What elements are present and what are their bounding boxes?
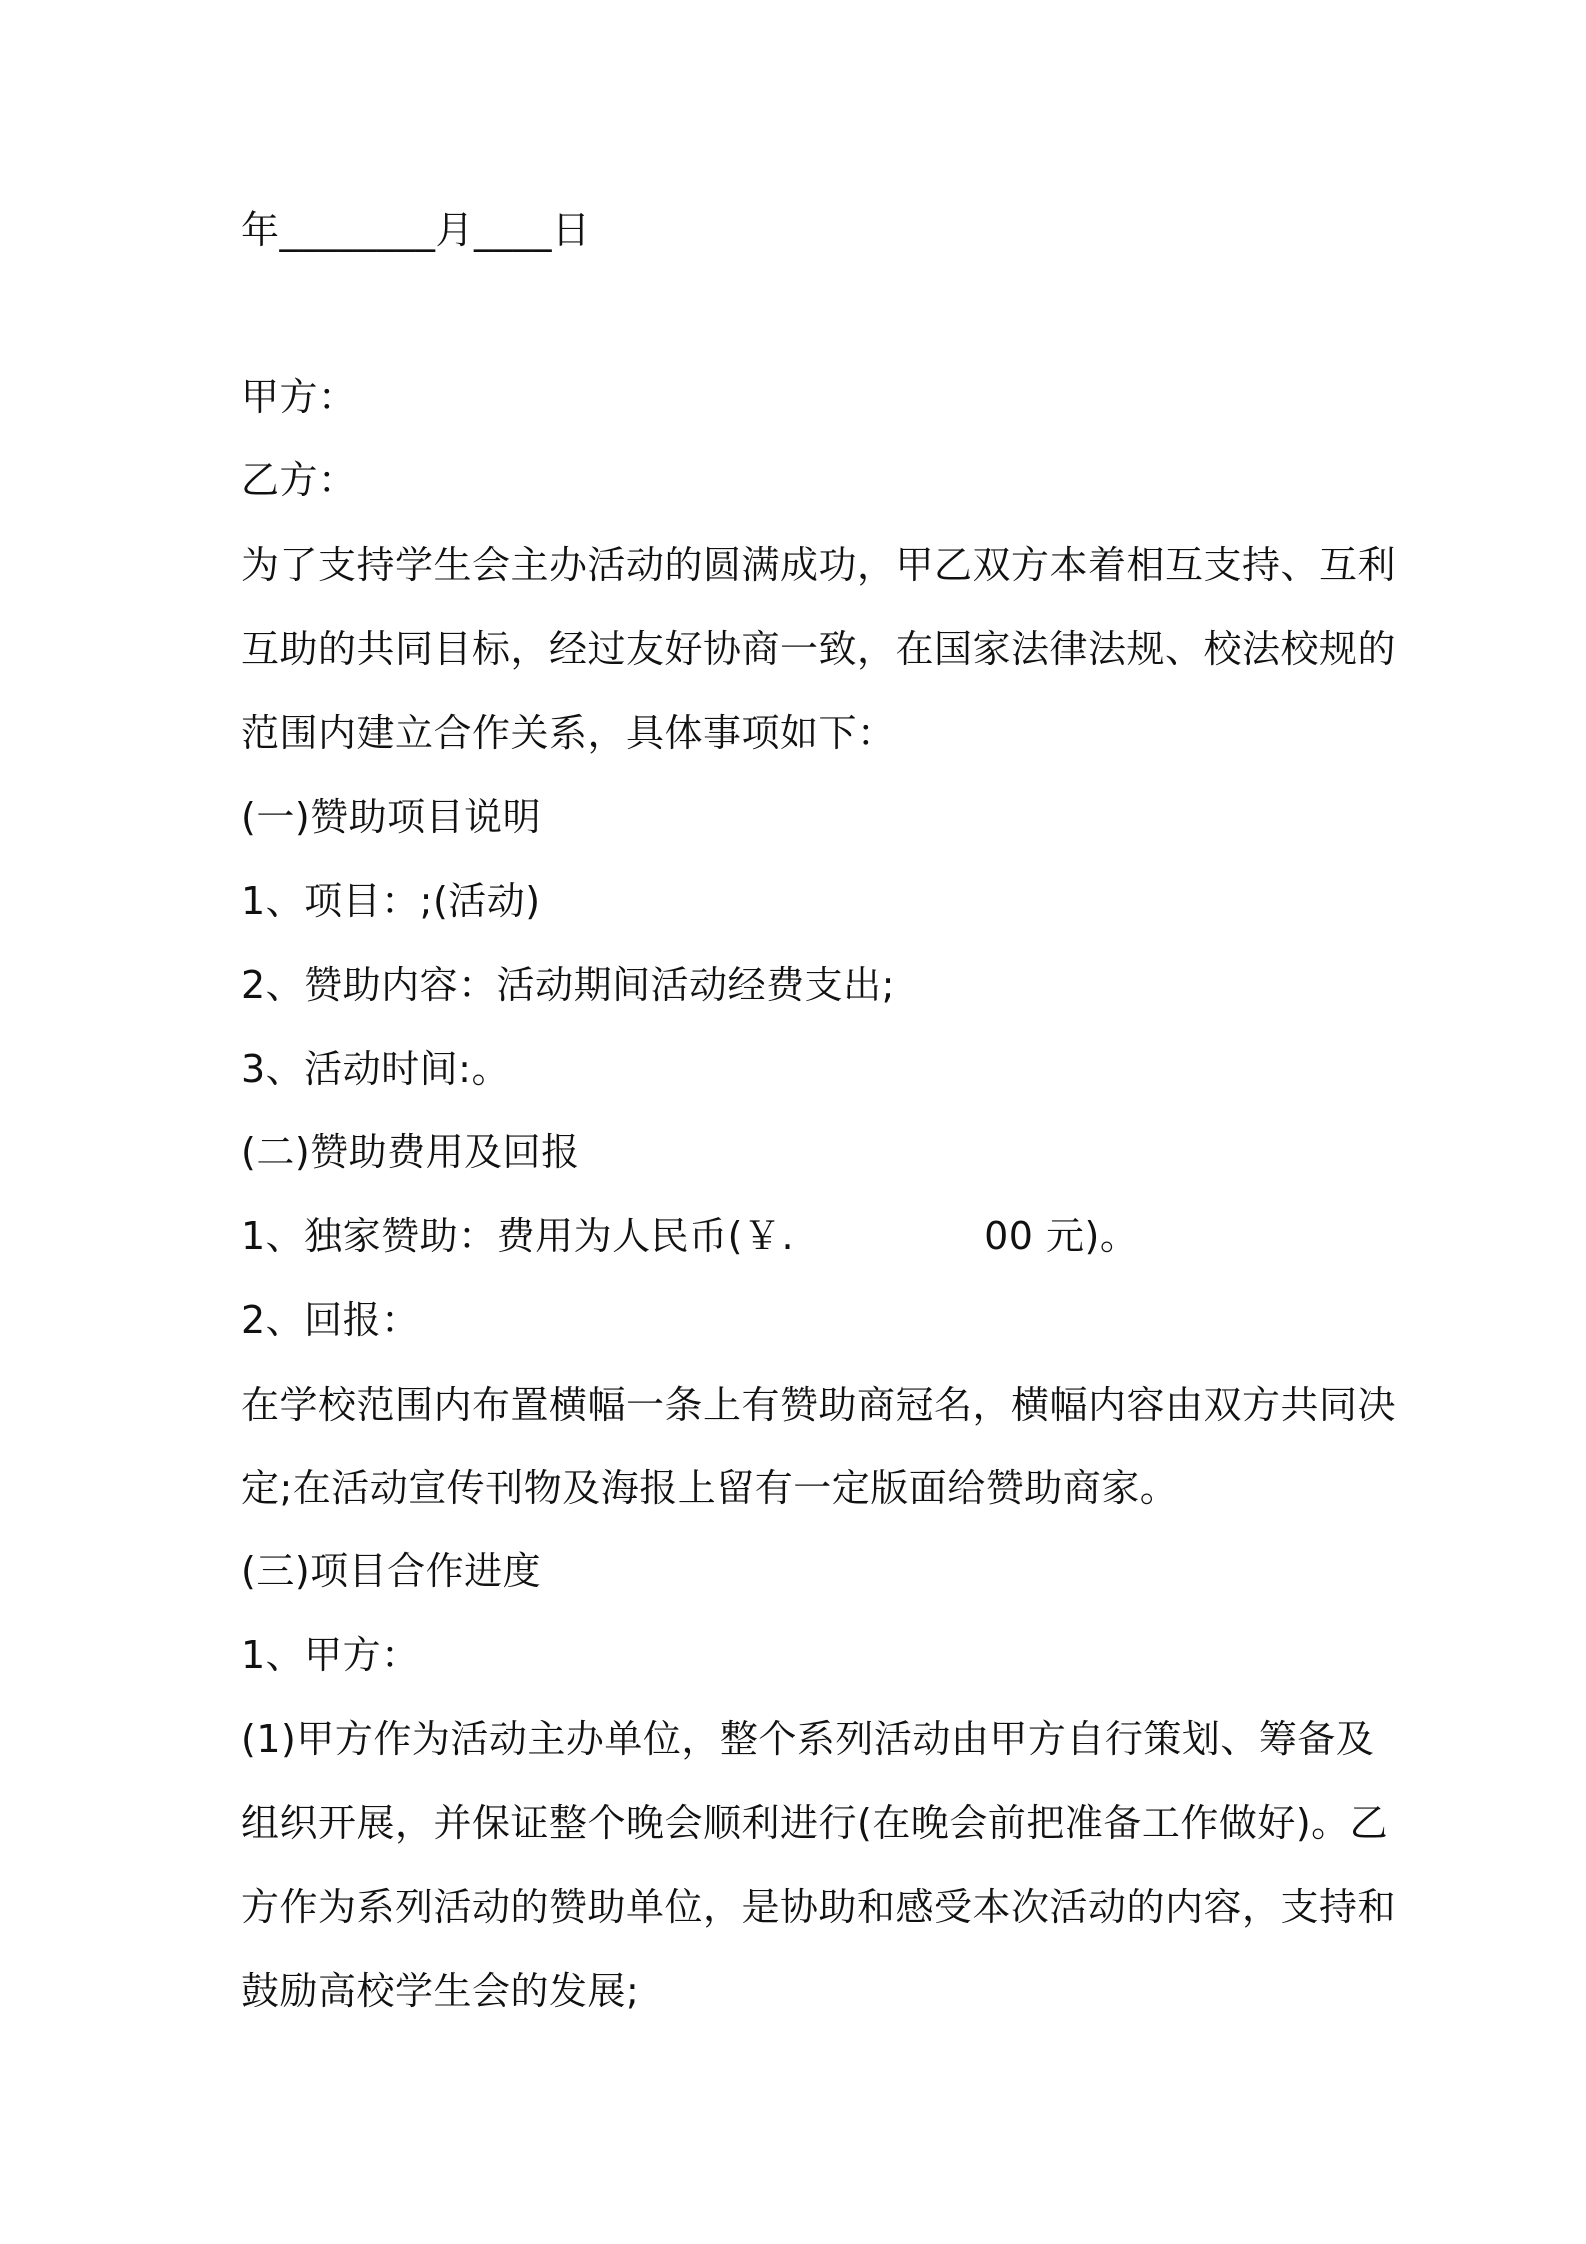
fee-suffix: 00 元)。 — [984, 1214, 1139, 1258]
party-a-label: 甲方： — [241, 375, 357, 419]
intro-line-3: 范围内建立合作关系，具体事项如下： — [241, 711, 896, 755]
section2-heading: (二)赞助费用及回报 — [241, 1130, 580, 1174]
return-text-line-2: 定;在活动宣传刊物及海报上留有一定版面给赞助商家。 — [241, 1466, 1179, 1510]
date-line: 年________月____日 — [241, 208, 591, 252]
section1-item-1: 1、项目：;(活动) — [241, 879, 541, 923]
section3-text-line-4: 鼓励高校学生会的发展; — [241, 1969, 640, 2013]
section1-item-3: 3、活动时间:。 — [241, 1047, 510, 1091]
return-text-line-1: 在学校范围内布置横幅一条上有赞助商冠名，横幅内容由双方共同决 — [241, 1383, 1397, 1427]
section3-text-line-3: 方作为系列活动的赞助单位，是协助和感受本次活动的内容，支持和 — [241, 1885, 1397, 1929]
party-b-label: 乙方： — [241, 458, 357, 502]
section3-party-a-label: 1、甲方： — [241, 1633, 420, 1677]
return-label: 2、回报： — [241, 1298, 420, 1342]
section3-text-line-1: (1)甲方作为活动主办单位，整个系列活动由甲方自行策划、筹备及 — [241, 1717, 1375, 1761]
intro-line-2: 互助的共同目标，经过友好协商一致，在国家法律法规、校法校规的 — [241, 627, 1397, 671]
section1-heading: (一)赞助项目说明 — [241, 795, 542, 839]
section3-heading: (三)项目合作进度 — [241, 1549, 542, 1593]
section1-item-2: 2、赞助内容：活动期间活动经费支出; — [241, 963, 895, 1007]
sponsorship-fee-line — [241, 1211, 1361, 1261]
fee-prefix: 1、独家赞助：费用为人民币(￥. — [241, 1214, 795, 1258]
intro-line-1: 为了支持学生会主办活动的圆满成功，甲乙双方本着相互支持、互利 — [241, 543, 1397, 587]
section3-text-line-2: 组织开展，并保证整个晚会顺利进行(在晚会前把准备工作做好)。乙 — [241, 1801, 1389, 1845]
